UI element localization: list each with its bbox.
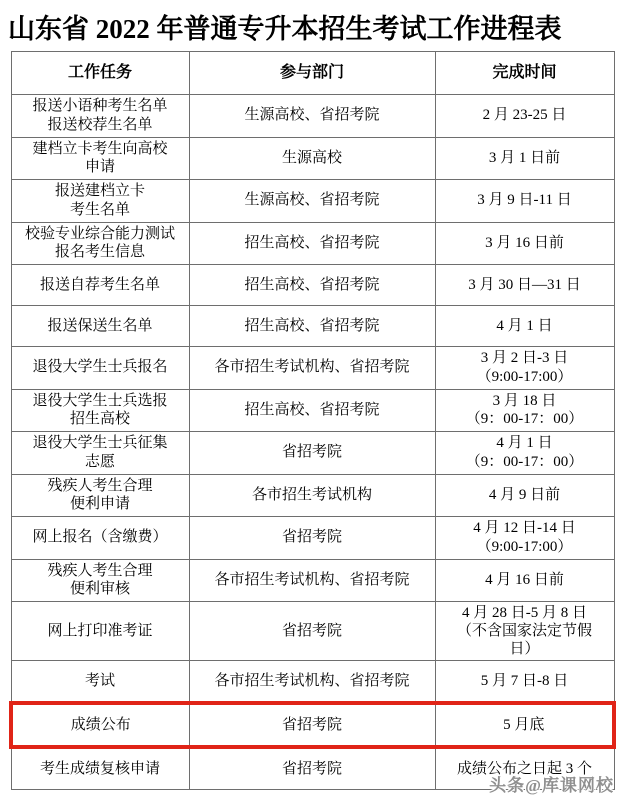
- dept-cell: [189, 389, 435, 432]
- time-cell: [435, 602, 614, 661]
- cell-line: 省招考院: [281, 760, 342, 777]
- cell-line: 各市招生考试机构: [251, 486, 372, 503]
- cell-line: 便利申请: [69, 496, 130, 513]
- cell-line: 网上报名（含缴费）: [32, 529, 168, 546]
- cell-line: （9：00-17：00）: [465, 453, 584, 470]
- table-row: [11, 222, 614, 265]
- time-cell: [435, 559, 614, 602]
- cell-line: 4 月 12 日-14 日: [473, 520, 576, 536]
- table-row: [11, 559, 614, 602]
- cell-line: （9:00-17:00）: [476, 538, 573, 555]
- cell-line: 3 月 16 日前: [485, 234, 564, 251]
- cell-line: 生源高校、省招考院: [244, 192, 380, 209]
- time-cell: [435, 389, 614, 432]
- task-cell: [11, 517, 189, 560]
- dept-cell: [189, 602, 435, 661]
- cell-line: 生源高校、省招考院: [244, 107, 380, 124]
- cell-line: 退役大学生士兵选报: [32, 392, 168, 409]
- cell-line: 各市招生考试机构、省招考院: [214, 359, 410, 376]
- cell-line: 省招考院: [281, 444, 342, 461]
- cell-line: 成绩公布之日起 3 个: [456, 760, 592, 777]
- time-cell: [435, 703, 614, 747]
- cell-line: 招生高校、省招考院: [244, 401, 380, 418]
- cell-line: 3 月 30 日—31 日: [468, 276, 581, 293]
- dept-cell: [189, 222, 435, 265]
- task-cell: [11, 602, 189, 661]
- task-cell: [11, 95, 189, 138]
- cell-line: 5 月 7 日-8 日: [480, 672, 569, 689]
- cell-line: 招生高校、省招考院: [244, 276, 380, 293]
- cell-line: 各市招生考试机构、省招考院: [214, 672, 410, 689]
- task-cell: [11, 474, 189, 517]
- cell-line: 3 月 18 日: [492, 392, 557, 409]
- cell-line: 省招考院: [281, 622, 342, 639]
- dept-cell: [189, 474, 435, 517]
- time-cell: [435, 517, 614, 560]
- cell-line: 4 月 28 日-5 月 8 日: [462, 605, 587, 621]
- cell-line: （不含国家法定节假: [456, 623, 592, 639]
- cell-line: 残疾人考生合理: [47, 562, 153, 579]
- time-cell: [435, 432, 614, 475]
- dept-cell: [189, 661, 435, 704]
- task-cell: [11, 389, 189, 432]
- dept-cell: [189, 180, 435, 223]
- task-cell: [11, 347, 189, 390]
- time-cell: [435, 95, 614, 138]
- time-cell: [435, 222, 614, 265]
- column-header-time: 完成时间: [435, 52, 614, 95]
- task-cell: [11, 222, 189, 265]
- cell-line: 5 月底: [503, 716, 545, 733]
- task-cell: [11, 265, 189, 306]
- task-cell: [11, 137, 189, 180]
- time-cell: [435, 474, 614, 517]
- cell-line: 2 月 23-25 日: [482, 107, 567, 124]
- dept-cell: [189, 703, 435, 747]
- table-row: [11, 474, 614, 517]
- page-title: 山东省 2022 年普通专升本招生考试工作进程表: [8, 14, 562, 44]
- schedule-table: [9, 51, 616, 790]
- dept-cell: [189, 747, 435, 790]
- cell-line: （9:00-17:00）: [476, 368, 573, 385]
- table-row: [11, 306, 614, 347]
- table-row: [11, 661, 614, 704]
- task-cell: [11, 559, 189, 602]
- cell-line: 网上打印准考证: [47, 622, 153, 639]
- table-row: [11, 95, 614, 138]
- cell-line: 考试: [84, 672, 115, 689]
- time-cell: [435, 347, 614, 390]
- table-row: [11, 347, 614, 390]
- time-cell: [435, 306, 614, 347]
- task-cell: [11, 180, 189, 223]
- time-cell: [435, 265, 614, 306]
- table-row: [11, 703, 614, 747]
- cell-line: 生源高校: [281, 149, 342, 166]
- cell-line: 招生高校: [69, 411, 130, 428]
- time-cell: [435, 661, 614, 704]
- cell-line: 省招考院: [281, 716, 342, 733]
- time-cell: [435, 137, 614, 180]
- cell-line: 便利审核: [69, 581, 130, 598]
- column-header-dept: 参与部门: [189, 52, 435, 95]
- cell-line: 退役大学生士兵征集: [32, 435, 168, 451]
- cell-line: 4 月 16 日前: [485, 571, 564, 588]
- column-header-task: 工作任务: [11, 52, 189, 95]
- cell-line: 报送校荐生名单: [47, 116, 153, 133]
- dept-cell: [189, 559, 435, 602]
- table-row: [11, 389, 614, 432]
- cell-line: 成绩公布: [70, 716, 131, 733]
- table-row: [11, 265, 614, 306]
- cell-line: 报名考生信息: [54, 244, 145, 261]
- cell-line: 退役大学生士兵报名: [32, 359, 168, 376]
- cell-line: 报送自荐考生名单: [39, 276, 160, 293]
- dept-cell: [189, 347, 435, 390]
- task-cell: [11, 306, 189, 347]
- cell-line: （9：00-17：00）: [465, 411, 584, 428]
- cell-line: 报送保送生名单: [47, 317, 153, 334]
- table-row: [11, 602, 614, 661]
- cell-line: 申请: [84, 159, 115, 176]
- cell-line: 校验专业综合能力测试: [24, 225, 175, 242]
- task-cell: [11, 747, 189, 790]
- cell-line: 考生成绩复核申请: [39, 760, 160, 777]
- dept-cell: [189, 517, 435, 560]
- watermark-text: 头条@库课网校: [489, 776, 614, 795]
- cell-line: 报送小语种考生名单: [32, 98, 168, 114]
- cell-line: 3 月 9 日-11 日: [477, 192, 572, 209]
- table-row: [11, 517, 614, 560]
- cell-line: 4 月 1 日: [496, 435, 553, 451]
- cell-line: 省招考院: [281, 529, 342, 546]
- table-body: [11, 95, 614, 790]
- task-cell: [11, 432, 189, 475]
- cell-line: 志愿: [84, 453, 115, 470]
- table-row: [11, 137, 614, 180]
- cell-line: 4 月 9 日前: [488, 486, 561, 503]
- dept-cell: [189, 95, 435, 138]
- dept-cell: [189, 432, 435, 475]
- cell-line: 日）: [509, 641, 540, 657]
- cell-line: 考生名单: [69, 201, 130, 218]
- dept-cell: [189, 306, 435, 347]
- cell-line: 4 月 1 日: [496, 317, 553, 334]
- cell-line: 3 月 2 日-3 日: [480, 350, 569, 366]
- cell-line: 报送建档立卡: [54, 183, 145, 199]
- dept-cell: [189, 265, 435, 306]
- task-cell: [11, 703, 189, 747]
- table-row: [11, 432, 614, 475]
- header-row: [11, 52, 614, 95]
- time-cell: [435, 180, 614, 223]
- table-row: [11, 180, 614, 223]
- table-header: [11, 52, 614, 95]
- task-cell: [11, 661, 189, 704]
- cell-line: 残疾人考生合理: [47, 477, 153, 494]
- cell-line: 各市招生考试机构、省招考院: [214, 571, 410, 588]
- cell-line: 3 月 1 日前: [488, 149, 561, 166]
- dept-cell: [189, 137, 435, 180]
- cell-line: 建档立卡考生向高校: [32, 140, 168, 157]
- cell-line: 招生高校、省招考院: [244, 234, 380, 251]
- cell-line: 招生高校、省招考院: [244, 317, 380, 334]
